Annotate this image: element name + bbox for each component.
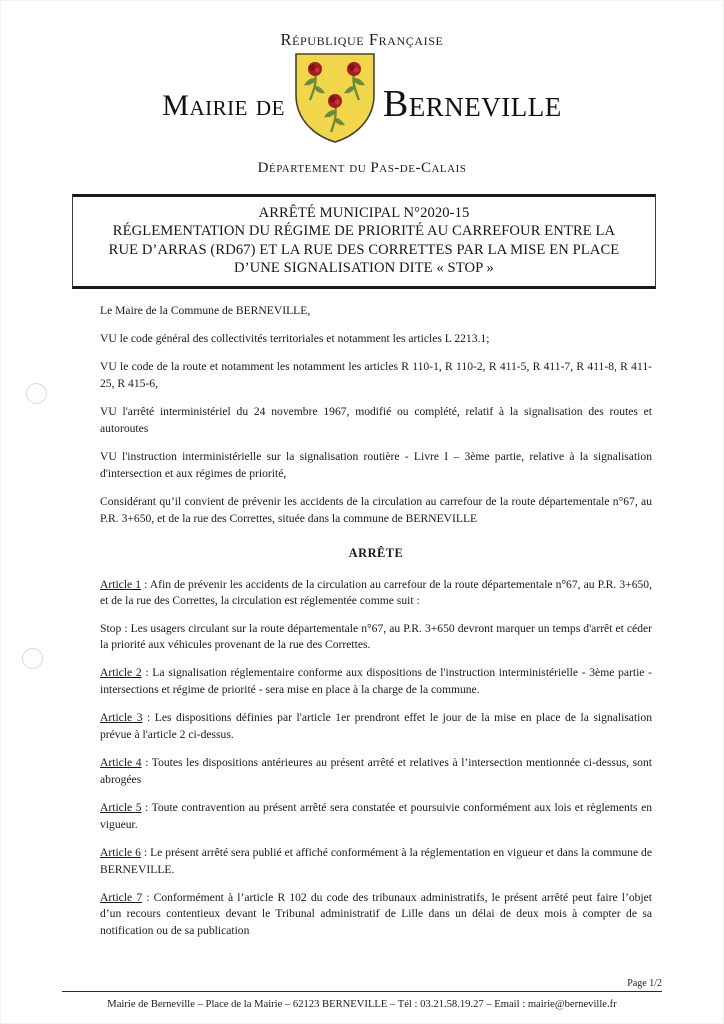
article-3-text: Les dispositions définies par l'article 1er prendront effet le jour de la mise en place de la signalisation prévue à l'article 2 ci-dessus. — [100, 711, 652, 741]
article-6-separator: : — [140, 846, 151, 860]
article-7-paragraph — [100, 890, 652, 939]
considerant-paragraph: Considérant qu’il convient de prévenir les accidents de la circulation au carrefour de la route départementale n°67, au P.R. 3+650, et de la rue des Correttes, située dans la commune de BERNEVILLE — [100, 495, 652, 525]
document-header — [0, 0, 724, 177]
vu-paragraph-3: VU l'arrêté interministériel du 24 novembre 1967, modifié ou complété, relatif à la signalisation des routes et autoroutes — [100, 405, 652, 435]
page-number: Page 1/2 — [627, 978, 662, 989]
article-4-text: Toutes les dispositions antérieures au présent arrêté et relatives à l’intersection mentionnée ci-dessus, sont abrogées — [100, 756, 652, 786]
article-2-label: Article 2 — [100, 666, 142, 680]
vu-paragraph-4: VU l'instruction interministérielle sur la signalisation routière - Livre I – 3ème partie, relative à la signalisation d'intersection et aux régimes de priorité, — [100, 450, 652, 480]
hole-punch-mark-bottom — [22, 648, 43, 669]
vu-paragraph-2: VU le code de la route et notamment les notamment les articles R 110-1, R 110-2, R 411-5, R 411-7, R 411-8, R 411-25, R 415-6, — [100, 360, 652, 390]
article-5-text: Toute contravention au présent arrêté sera constatée et poursuivie conformément aux lois et règlements en vigueur. — [100, 801, 653, 831]
departement-text: Département du Pas-de-Calais — [257, 160, 467, 176]
decree-title-line-3: RUE D’ARRAS (RD67) ET LA RUE DES CORRETTES PAR LA MISE EN PLACE — [108, 241, 620, 258]
republique-francaise-text: République Française — [280, 30, 444, 49]
decree-title-line-4: D’UNE SIGNALISATION DITE « STOP » — [234, 260, 494, 277]
article-6-label: Article 6 — [100, 846, 141, 860]
article-1-text: Afin de prévenir les accidents de la circulation au carrefour de la route départementale n°67, au P.R. 3+650, et de la rue des Correttes, la circulation est réglementée comme suit : — [100, 577, 652, 608]
article-4-separator: : — [141, 756, 152, 770]
stop-clause-paragraph: Stop : Les usagers circulant sur la route départementale n°67, au P.R. 3+650 devront marquer un temps d'arrêt et céder la priorité aux véhicules provenant de la rue des Correttes. — [100, 621, 652, 651]
mairie-title-row — [0, 52, 724, 144]
hole-punch-mark-top — [26, 383, 47, 404]
article-2-paragraph — [100, 665, 652, 698]
article-5-label: Article 5 — [100, 801, 142, 815]
article-4-label: Article 4 — [100, 756, 142, 770]
decree-title-line-2: RÉGLEMENTATION DU RÉGIME DE PRIORITÉ AU CARREFOUR ENTRE LA — [112, 223, 616, 240]
document-body — [100, 303, 652, 940]
decree-title-line-1: ARRÊTÉ MUNICIPAL N°2020-15 — [258, 205, 470, 221]
article-4-paragraph — [100, 755, 652, 788]
article-6-text: Le présent arrêté sera publié et affiché conformément à la réglementation en vigueur et dans la commune de BERNEVILLE. — [100, 846, 653, 876]
berneville-text: Berneville — [382, 83, 562, 125]
intro-paragraph: Le Maire de la Commune de BERNEVILLE, — [100, 303, 311, 317]
article-5-separator: : — [141, 801, 152, 815]
article-1-separator: : — [141, 577, 150, 591]
article-7-text: Conformément à l’article R 102 du code des tribunaux administratifs, le présent arrêté peut faire l’objet d’un recours contentieux devant le Tribunal administratif de Lille dans un délai de deux mois à compter de sa notification ou de sa publication — [100, 890, 653, 937]
article-2-text: La signalisation réglementaire conforme aux dispositions de l'instruction interministérielle - 3ème partie - intersections et régime de priorité - sera mise en place à la charge de la commune. — [100, 666, 652, 696]
article-7-separator: : — [142, 890, 154, 904]
article-6-paragraph — [100, 845, 652, 878]
footer-divider — [62, 991, 662, 992]
document-footer — [0, 978, 724, 1010]
article-2-separator: : — [141, 666, 153, 680]
article-3-paragraph — [100, 710, 652, 743]
coat-of-arms-icon — [291, 50, 379, 142]
article-1-paragraph — [100, 577, 652, 610]
article-5-paragraph — [100, 800, 652, 833]
article-3-label: Article 3 — [100, 711, 143, 725]
article-7-label: Article 7 — [100, 890, 143, 904]
decree-title-box — [72, 194, 656, 289]
article-3-separator: : — [142, 711, 155, 725]
article-1-label: Article 1 — [100, 577, 142, 591]
arrete-heading: ARRÊTE — [348, 546, 404, 561]
vu-paragraph-1: VU le code général des collectivités territoriales et notamment les articles L 2213.1; — [100, 331, 490, 345]
footer-contact-line: Mairie de Berneville – Place de la Mairie – 62123 BERNEVILLE – Tél : 03.21.58.19.27 – Email : mairie@berneville.fr — [107, 999, 617, 1010]
mairie-de-text: Mairie de — [162, 89, 285, 122]
